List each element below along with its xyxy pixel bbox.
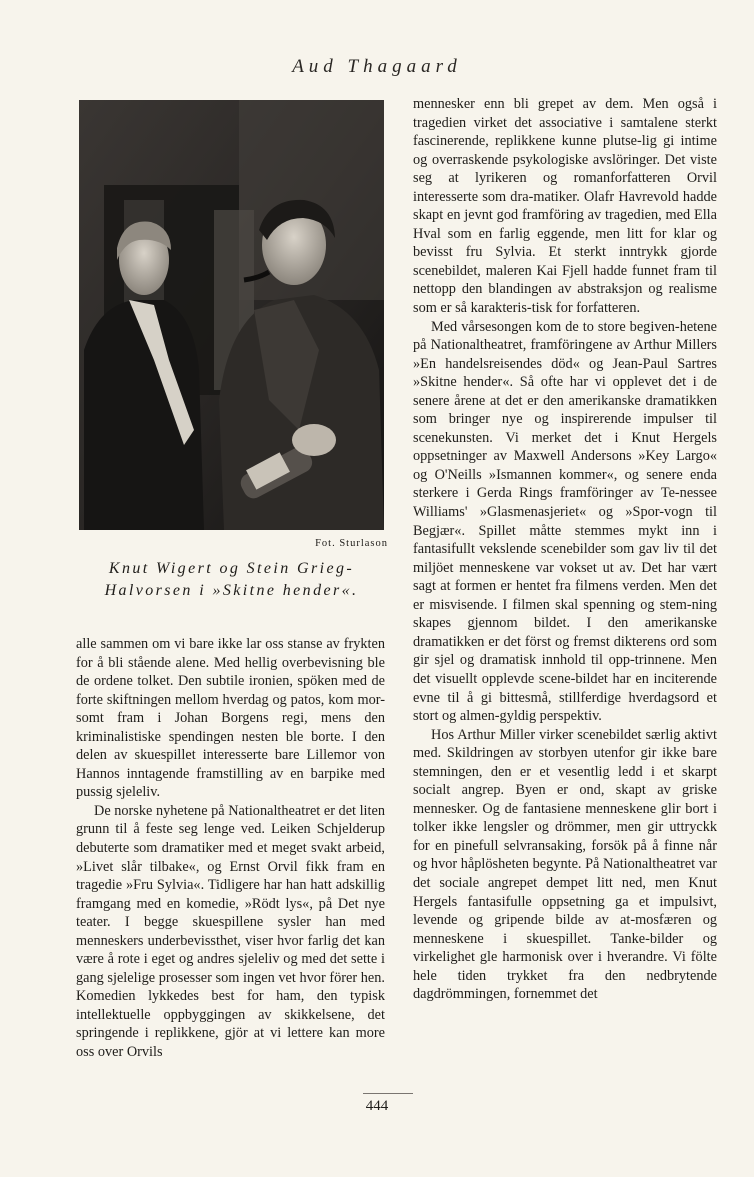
photograph [79, 100, 384, 530]
paragraph: alle sammen om vi bare ikke lar oss stanse av frykten for å bli stående alene. Med hellig overbevisning ble de ordene tolket. Den subtile ironien, spöken med de forte skiftningen mellom hverdag og patos, kom mor-somt fram i Johan Borgens regi, mens den kriminalistiske spendingen nesten ble borte. I den delen av skuespillet interesserte bare Lillemor von Hannos inntagende framstilling av en barpike med pussig sjeleliv. [76, 636, 385, 801]
running-head: Aud Thagaard [292, 56, 462, 77]
page-number: 444 [365, 1098, 389, 1114]
photo-credit: Fot. Sturlason [315, 538, 388, 549]
photo-illustration [79, 100, 384, 530]
figure-caption: Knut Wigert og Stein Grieg-Halvorsen i »Skitne hender«. [104, 560, 359, 599]
paragraph: Hos Arthur Miller virker scenebildet særlig aktivt med. Skildringen av storbyen utenfor gir ikke bare stemningen, den er et vesentlig ledd i et skarpt socialt angrep. Byen er ond, skapt av griske mennesker. Og de fantasiene menneskene glir bort i tolker ikke lengsler og drömmer, men gir uttryckk for en pinefull selvransaking, forsök på å finne når og hvor håplösheten begynte. På Nationaltheatret var det sociale angrepet dempet litt ned, men Knut Hergels fantasifulle oppsetning ga et impulsivt, levende og gripende bilde av at-mosfæren og menneskene i skuespillet. Tanke-bilder og virkelighet gle harmonisk over i hverandre. Vi fölte hele tiden trykket fra den nedbrytende dagdrömmingen, fornemmet det [413, 726, 717, 1003]
right-column [413, 95, 717, 1004]
paragraph: De norske nyhetene på Nationaltheatret er det liten grunn til å feste seg lenge ved. Leiken Schjelderup debuterte som dramatiker med et meget svakt arbeid, »Livet slår tilbake«, og Ernst Orvil fikk fram en tragedie »Fru Sylvia«. Tidligere har han hatt adskillig framgang med en komedie, »Rödt lys«, på Det nye teater. I begge skuespillene sysler han med menneskers underbevissthet, viser hvor farlig det kan være å rote i eget og andres sjeleliv og med det sette i gang sjelelige prosesser som ingen vet hvor förer hen. Komedien lykkedes best for ham, den typisk intellektuelle oppbyggingen av skikkelsene, det springende i replikkene, gjör at vi lettere kan more oss over Orvils [76, 802, 385, 1061]
paragraph: mennesker enn bli grepet av dem. Men også i tragedien virket det associative i samtalene sterkt fascinerende, replikkene kunne plutse-lig gi intime og overraskende psykologiske avslöringer. Det viste seg at lyrikeren og romanforfatteren Orvil interesserte som dra-matiker. Olafr Havrevold hadde skapt en jevnt god framföring av tragedien, med Ella Hval som en farlig eggende, men litt for klar og bevisst fru Sylvia. Et sterkt inntrykk gjorde scenebildet, maleren Kai Fjell hadde funnet fram til nettopp den blandingen av abstraksjon og realisme som er så karakteris-tisk for forfatteren. [413, 96, 717, 317]
paragraph: Med vårsesongen kom de to store begiven-hetene på Nationaltheatret, framföringene av Arthur Millers »En handelsreisendes död« og Jean-Paul Sartres »Skitne hender«. Så ofte har vi opplevet det i de senere årene at det er den amerikanske dramatikken som bringer nye og inspirerende impulser til scenekunsten. Vi merket det i Knut Hergels oppsetninger av Maxwell Andersons »Key Largo« og O'Neills »Ismannen kommer«, og senere enda sterkere i Gerda Rings framföringer av Te-nessee Williams' »Glasmenasjeriet« og »Spor-vogn til Begjær«. Spillet måtte stemmes mykt inn i fantasifullt vekslende scenebilder som gav liv til det miljöet menneskene var vokset ut av. Det har vært sagt at formen er hentet fra filmens verden. Men det er misvisende. I filmen skal spenning og stem-ning skapes gjennom bildet. I den amerikanske dramatikken er det först og fremst dikterens ord som gir sjel og dramatisk innhold til opp-trinnene. Men det visuellt opplevde scene-bildet har en inciterende evne til å gi bittesmå, stillferdige hverdagsord et stort og almen-gyldig perspektiv. [413, 318, 717, 725]
left-column [76, 635, 385, 1062]
footer-rule [363, 1093, 413, 1094]
